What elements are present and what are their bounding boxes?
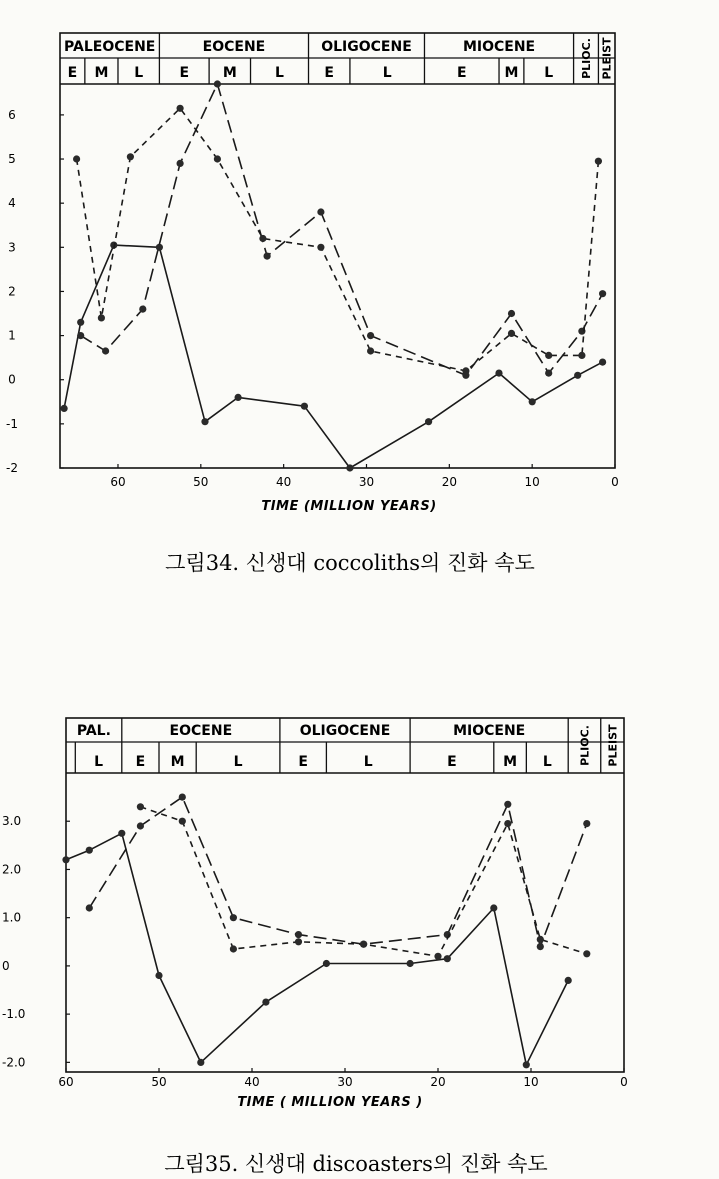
data-point (523, 1061, 530, 1068)
data-point (137, 822, 144, 829)
data-point (407, 960, 414, 967)
data-point (323, 960, 330, 967)
epoch-label: PLEIST (606, 724, 620, 767)
y-tick-label: 2 (8, 284, 16, 299)
subdivision-label: E (135, 754, 146, 770)
data-point (462, 367, 469, 374)
series-line-long-dash (89, 797, 587, 947)
data-point (583, 820, 590, 827)
epoch-label: EOCENE (202, 39, 266, 55)
data-point (62, 856, 69, 863)
discoasters-chart (2, 718, 628, 1110)
data-point (574, 372, 581, 379)
x-tick-label: 50 (151, 1075, 167, 1089)
data-point (504, 801, 511, 808)
subdivision-label: E (456, 65, 467, 81)
data-point (61, 405, 68, 412)
series-line-solid (64, 245, 603, 468)
x-tick-label: 60 (110, 475, 126, 489)
x-tick-label: 20 (441, 475, 457, 489)
epoch-label: PLEIST (600, 37, 614, 80)
epoch-label: EOCENE (169, 723, 233, 739)
data-point (490, 904, 497, 911)
data-point (367, 332, 374, 339)
data-point (86, 904, 93, 911)
data-point (495, 370, 502, 377)
data-point (508, 330, 515, 337)
data-point (214, 155, 221, 162)
subdivision-label: E (447, 754, 457, 770)
data-point (102, 347, 109, 354)
data-point (230, 945, 237, 952)
subdivision-label: E (179, 65, 190, 81)
subdivision-label: E (324, 65, 335, 81)
series-line-long-dash (81, 84, 603, 375)
subdivision-label: M (504, 65, 519, 81)
y-tick-label: 6 (8, 107, 16, 122)
data-point (179, 794, 186, 801)
data-point (156, 244, 163, 251)
subdivision-label: E (298, 754, 308, 770)
data-point (77, 319, 84, 326)
data-point (137, 803, 144, 810)
y-tick-label: -2.0 (2, 1055, 26, 1070)
data-point (529, 398, 536, 405)
data-point (578, 352, 585, 359)
subdivision-label: M (222, 65, 237, 81)
data-point (262, 999, 269, 1006)
y-tick-label: 0 (8, 372, 16, 387)
subdivision-label: L (382, 65, 392, 81)
data-point (155, 972, 162, 979)
epoch-label: MIOCENE (462, 39, 536, 55)
x-tick-label: 30 (337, 1075, 353, 1089)
data-point (118, 830, 125, 837)
y-tick-label: -1 (6, 416, 18, 431)
x-axis-label: TIME ( MILLION YEARS ) (237, 1095, 423, 1110)
subdivision-label: M (503, 754, 518, 770)
data-point (177, 160, 184, 167)
data-point (197, 1059, 204, 1066)
data-point (425, 418, 432, 425)
data-point (317, 208, 324, 215)
y-tick-label: 1.0 (2, 910, 22, 925)
coccoliths-chart (6, 33, 619, 514)
data-point (444, 955, 451, 962)
data-point (98, 314, 105, 321)
data-point (537, 943, 544, 950)
x-tick-label: 40 (244, 1075, 260, 1089)
y-tick-label: -1.0 (2, 1007, 26, 1022)
data-point (508, 310, 515, 317)
discoasters-caption: 그림35. 신생대 discoasters의 진화 속도 (164, 1152, 548, 1176)
y-tick-label: 2.0 (2, 862, 22, 877)
y-tick-label: 0 (2, 958, 10, 973)
x-axis-label: TIME (MILLION YEARS) (261, 499, 437, 514)
data-point (317, 244, 324, 251)
data-point (545, 352, 552, 359)
data-point (127, 153, 134, 160)
x-tick-label: 40 (276, 475, 292, 489)
data-point (179, 818, 186, 825)
x-tick-label: 30 (358, 475, 375, 489)
data-point (177, 105, 184, 112)
x-tick-label: 50 (193, 475, 209, 489)
y-tick-label: 5 (8, 152, 16, 167)
data-point (434, 953, 441, 960)
chart-frame (66, 718, 624, 1072)
data-point (545, 370, 552, 377)
subdivision-label: E (67, 65, 78, 81)
subdivision-label: L (542, 754, 552, 770)
x-tick-label: 10 (524, 475, 540, 489)
subdivision-label: M (94, 65, 109, 81)
subdivision-label: L (363, 754, 373, 770)
subdivision-label: L (233, 754, 243, 770)
data-point (86, 847, 93, 854)
subdivision-label: M (170, 754, 185, 770)
data-point (295, 931, 302, 938)
epoch-label: PALEOCENE (64, 39, 156, 55)
y-tick-label: 1 (8, 328, 16, 343)
data-point (599, 359, 606, 366)
data-point (264, 253, 271, 260)
data-point (77, 332, 84, 339)
x-tick-label: 20 (430, 1075, 446, 1089)
series-line-solid (66, 833, 568, 1065)
data-point (259, 235, 266, 242)
data-point (301, 403, 308, 410)
x-tick-label: 10 (523, 1075, 539, 1089)
data-point (599, 290, 606, 297)
epoch-label: PLIOC. (578, 725, 592, 766)
data-point (367, 347, 374, 354)
epoch-label: PAL. (76, 723, 111, 739)
data-point (230, 914, 237, 921)
y-tick-label: 3.0 (2, 814, 22, 829)
data-point (139, 306, 146, 313)
data-point (565, 977, 572, 984)
x-tick-label: 0 (620, 1075, 628, 1089)
data-point (235, 394, 242, 401)
epoch-label: OLIGOCENE (299, 723, 391, 739)
data-point (583, 950, 590, 957)
data-point (214, 80, 221, 87)
data-point (73, 155, 80, 162)
epoch-label: MIOCENE (453, 723, 526, 739)
y-tick-label: 4 (8, 196, 16, 211)
data-point (504, 820, 511, 827)
epoch-label: PLIOC. (580, 38, 594, 79)
y-tick-label: 3 (8, 240, 16, 255)
x-tick-label: 60 (58, 1075, 74, 1089)
data-point (595, 158, 602, 165)
epoch-label: OLIGOCENE (321, 39, 412, 55)
series-line-short-dash (77, 108, 599, 371)
series-line-short-dash (140, 807, 586, 957)
coccoliths-caption: 그림34. 신생대 coccoliths의 진화 속도 (165, 551, 535, 575)
subdivision-label: L (544, 65, 554, 81)
data-point (295, 938, 302, 945)
y-tick-label: -2 (6, 461, 18, 475)
subdivision-label: L (94, 754, 104, 770)
data-point (346, 464, 353, 471)
data-point (537, 936, 544, 943)
x-tick-label: 0 (611, 475, 619, 489)
subdivision-label: L (275, 65, 284, 81)
data-point (360, 941, 367, 948)
data-point (201, 418, 208, 425)
subdivision-label: L (134, 65, 144, 81)
